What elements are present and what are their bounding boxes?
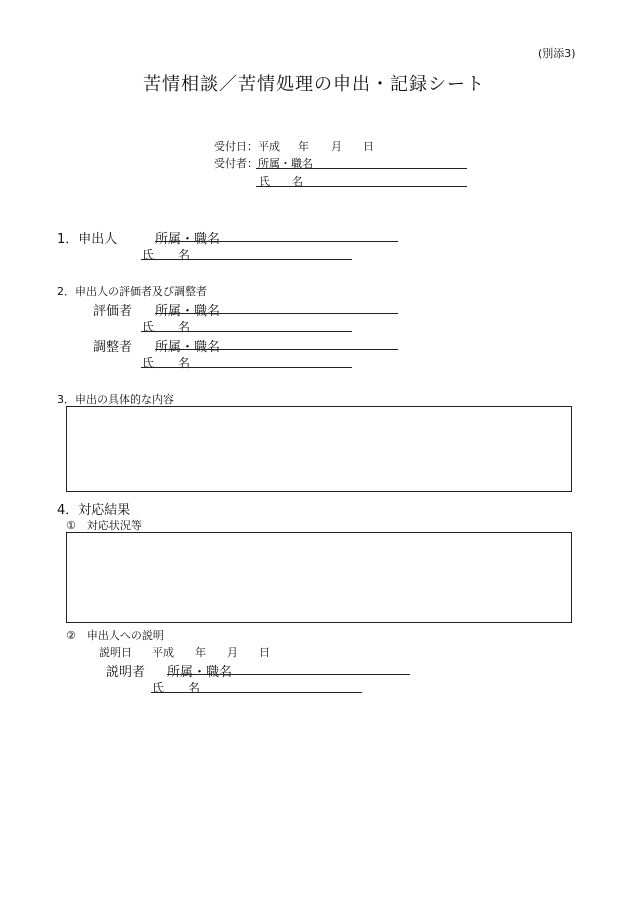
evaluator-name-label: 氏 名 [142, 320, 191, 334]
section4-sub2: ② 申出人への説明 [66, 629, 164, 642]
explainer-name-label: 氏 名 [152, 681, 201, 695]
explain-date-label: 説明日 [99, 646, 132, 659]
section1-affiliation-line[interactable] [155, 241, 398, 242]
reception-name-label: 氏 名 [259, 175, 303, 188]
reception-date-label: 受付日：平成 [214, 140, 280, 153]
coordinator-affiliation-label: 所属・職名 [155, 340, 221, 355]
reception-year: 年 [298, 140, 309, 153]
coordinator-name-label: 氏 名 [142, 356, 191, 370]
reception-receiver-label: 受付者：所属・職名 [214, 157, 313, 170]
explain-day: 日 [259, 646, 270, 659]
explainer-affiliation-label: 所属・職名 [167, 665, 233, 680]
reception-day: 日 [363, 140, 374, 153]
complaint-content-box[interactable] [66, 406, 572, 492]
evaluator-name-line[interactable] [141, 331, 352, 332]
explainer-affiliation-line[interactable] [167, 674, 410, 675]
explain-month: 月 [227, 646, 238, 659]
appendix-label: (別添3) [538, 47, 576, 60]
coordinator-label: 調整者 [93, 340, 133, 355]
receiver-affiliation-line[interactable] [256, 168, 467, 169]
section1-name-label: 氏 名 [142, 248, 191, 262]
section3-heading: 3．申出の具体的な内容 [57, 393, 174, 406]
explainer-label: 説明者 [106, 665, 146, 680]
reception-month: 月 [331, 140, 342, 153]
section1-affiliation-label: 所属・職名 [155, 232, 221, 247]
response-status-box[interactable] [66, 532, 572, 623]
explainer-name-line[interactable] [151, 692, 362, 693]
section4-sub1: ① 対応状況等 [66, 519, 142, 532]
section4-heading: 4．対応結果 [57, 503, 131, 518]
evaluator-affiliation-label: 所属・職名 [155, 304, 221, 319]
coordinator-affiliation-line[interactable] [155, 349, 398, 350]
section1-name-line[interactable] [141, 259, 352, 260]
receiver-name-line[interactable] [256, 186, 467, 187]
evaluator-affiliation-line[interactable] [155, 313, 398, 314]
evaluator-label: 評価者 [93, 304, 133, 319]
explain-year: 年 [195, 646, 206, 659]
explain-heisei: 平成 [152, 646, 174, 659]
section2-heading: 2．申出人の評価者及び調整者 [57, 285, 207, 298]
page-title: 苦情相談／苦情処理の申出・記録シート [143, 74, 485, 95]
coordinator-name-line[interactable] [141, 367, 352, 368]
section1-heading: 1．申出人 [57, 232, 118, 247]
